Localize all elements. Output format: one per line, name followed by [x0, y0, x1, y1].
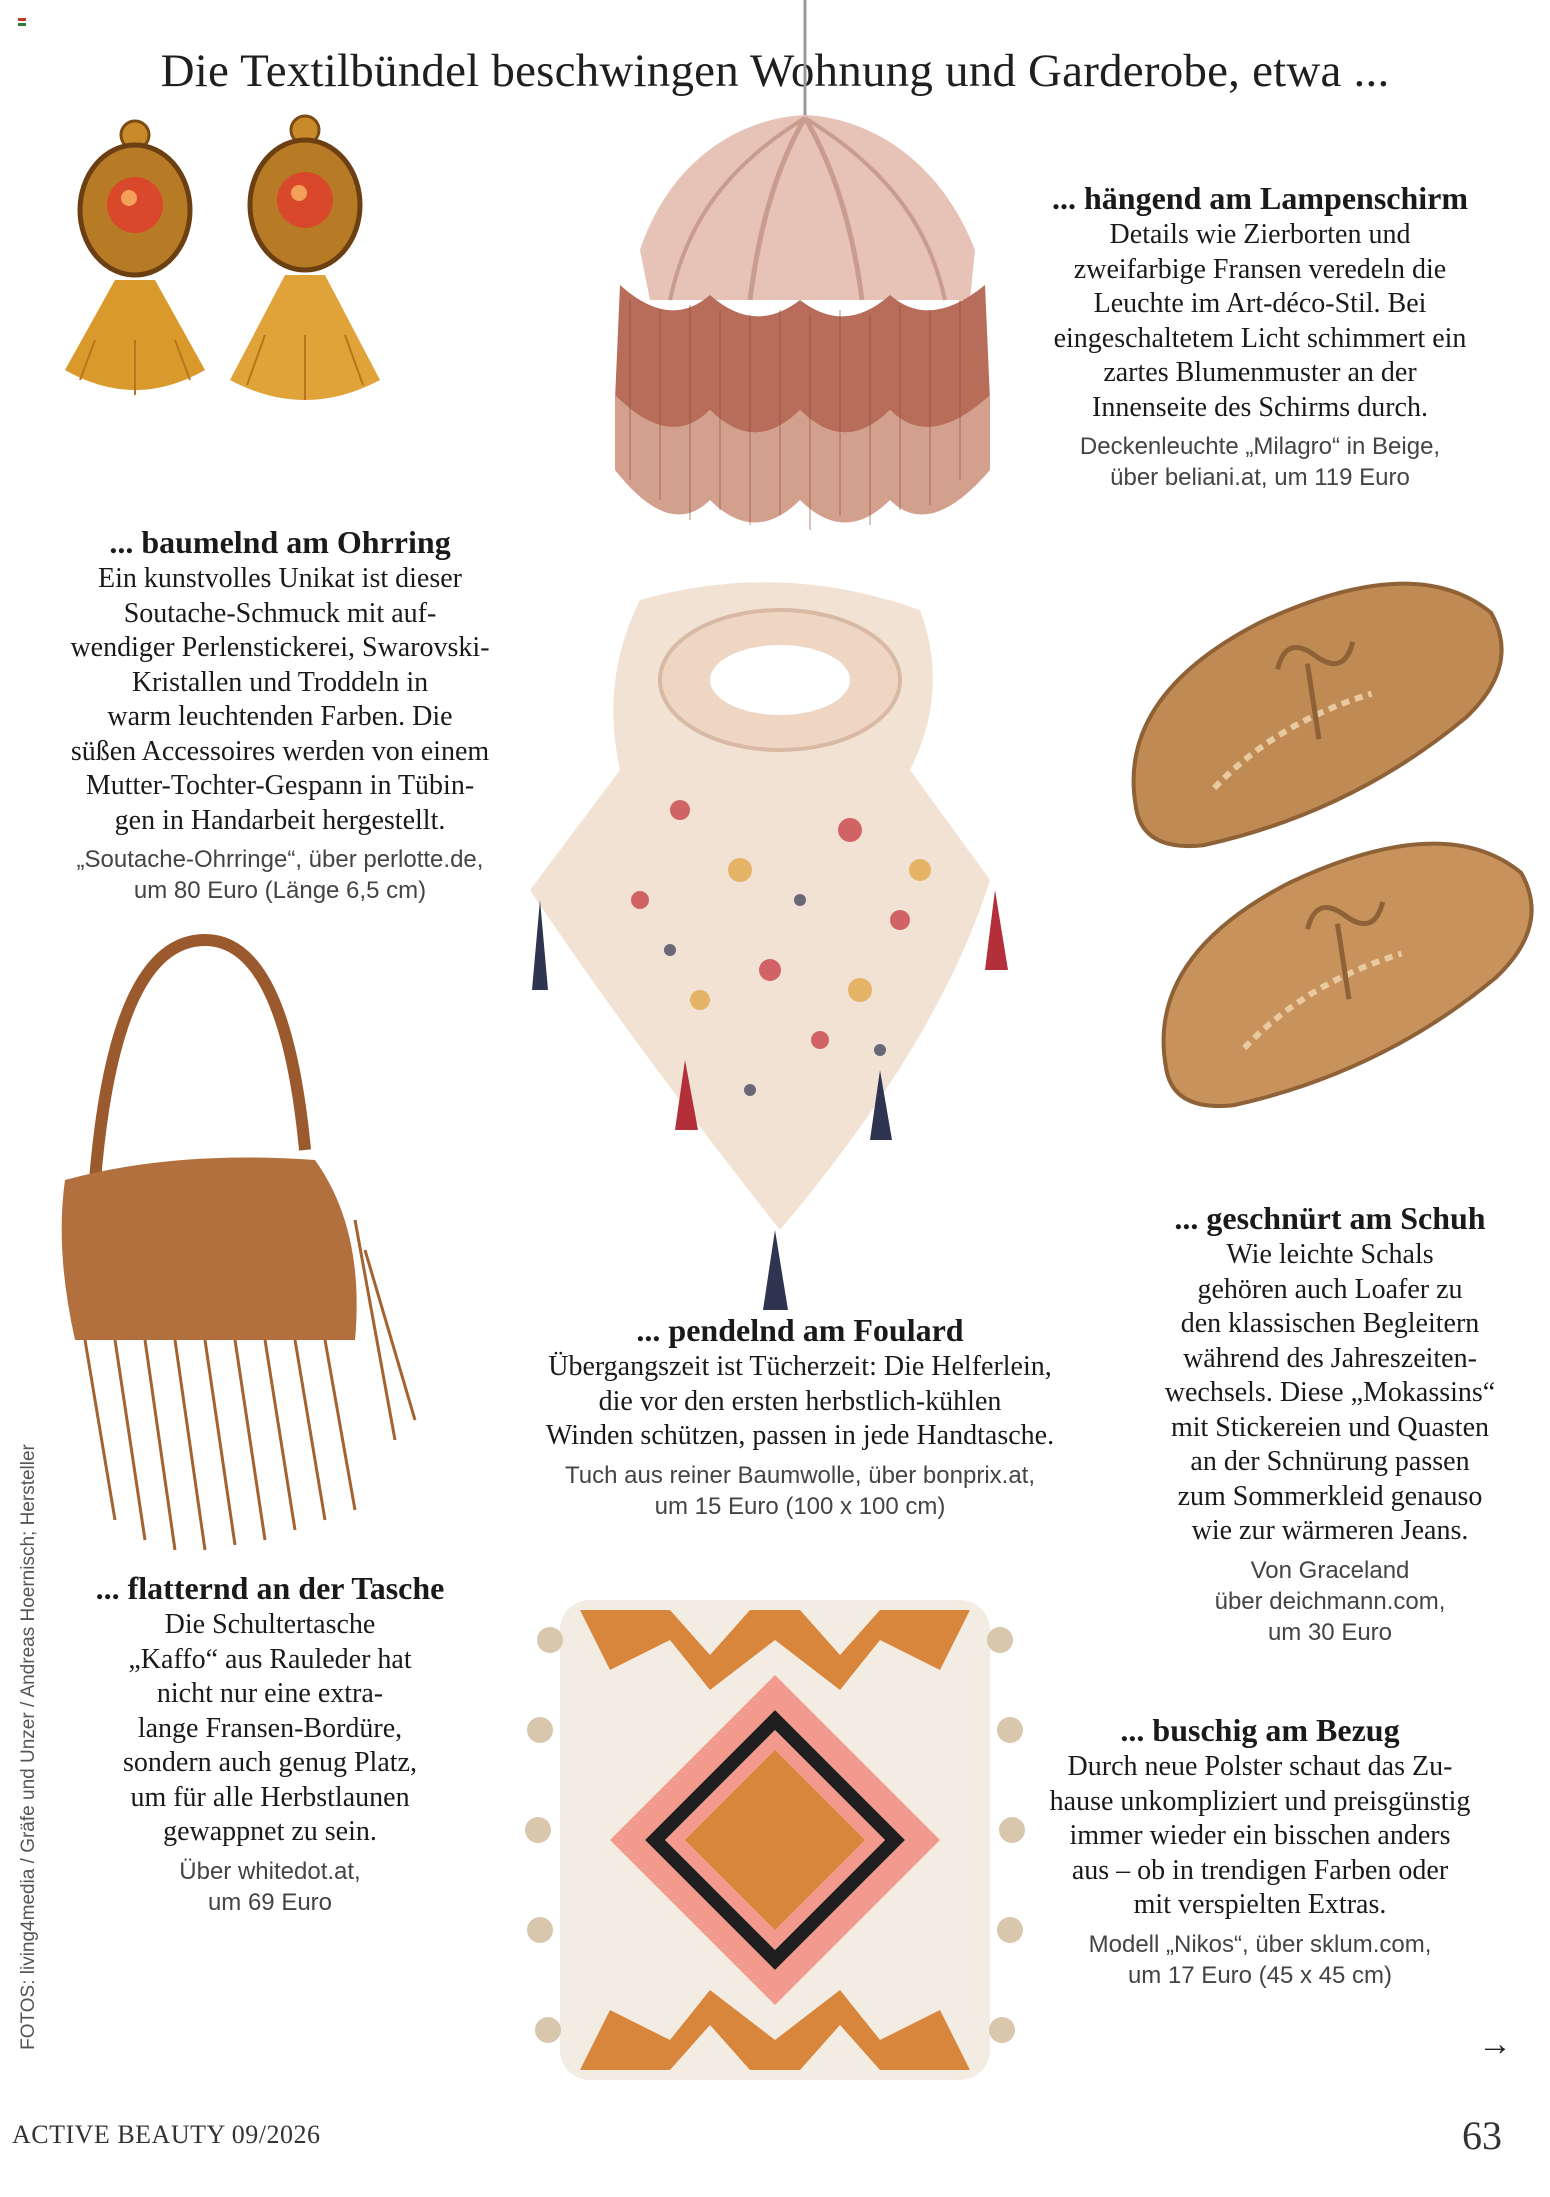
pillow-body-line: mit verspielten Extras. [1133, 1889, 1387, 1920]
earrings-body-line: Ein kunstvolles Unikat ist dieser [98, 563, 462, 594]
pillow-body-line: immer wieder ein bisschen anders [1069, 1820, 1451, 1851]
lamp-source-line: über beliani.at, um 119 Euro [1110, 464, 1410, 491]
earrings-body-line: Kristallen und Troddeln in [131, 666, 429, 698]
bag-title: ... flatternd an der Tasche [95, 1570, 445, 1606]
shoes-body-line: wechsels. Diese „Mokassins“ [1164, 1377, 1496, 1408]
shoes-body-line: gehören auch Loafer zu [1197, 1273, 1463, 1305]
shoes-source-line: um 30 Euro [1267, 1618, 1393, 1646]
lamp-source-line: Deckenleuchte „Milagro“ in Beige, [1079, 433, 1441, 460]
bag-body-line: um für alle Herbstlaunen [130, 1781, 410, 1813]
loafers-image [1070, 540, 1550, 1180]
bag-text-block [70, 1568, 470, 1918]
pillow-image [520, 1580, 1030, 2100]
pillow-body-line: Durch neue Polster schaut das Zu- [1067, 1751, 1453, 1782]
pillow-body-line: aus – ob in trendigen Farben oder [1071, 1854, 1449, 1886]
shoes-text-block [1120, 1198, 1540, 1648]
scarf-body [510, 1350, 1090, 1454]
earrings-text-block [50, 522, 510, 906]
bag-source-line: um 69 Euro [207, 1888, 333, 1916]
shoes-body-line: Wie leichte Schals [1226, 1239, 1434, 1270]
earrings-body-line: gen in Handarbeit hergestellt. [114, 804, 446, 836]
earrings-source [50, 844, 510, 906]
bag-body [70, 1608, 470, 1850]
shoes-source-line: über deichmann.com, [1214, 1587, 1446, 1615]
shoes-title: ... geschnürt am Schuh [1174, 1200, 1486, 1236]
earrings-body-line: warm leuchtenden Farben. Die [107, 701, 453, 732]
color-mark [18, 18, 26, 26]
page-number: 63 [1462, 2113, 1502, 2158]
shoes-body-line: den klassischen Begleitern [1180, 1308, 1480, 1339]
scarf-source [510, 1460, 1090, 1522]
shoes-body [1120, 1238, 1540, 1549]
lamp-body-line: Details wie Zierborten und [1109, 219, 1411, 250]
pillow-source [1030, 1929, 1490, 1991]
scarf-body-line: die vor den ersten herbstlich-kühlen [598, 1385, 1002, 1417]
photo-credits: FOTOS: living4media / Gräfe und Unzer / Andreas Hoernisch; Hersteller [18, 1444, 39, 2050]
bag-source [70, 1856, 470, 1918]
earrings-body-line: Soutache-Schmuck mit auf- [123, 597, 437, 629]
earrings-image [35, 110, 485, 510]
bag-body-line: lange Fransen-Bordüre, [137, 1712, 403, 1744]
earrings-body-line: wendiger Perlenstickerei, Swarovski- [70, 632, 490, 663]
shoes-source [1120, 1555, 1540, 1648]
earrings-body-line: süßen Accessoires werden von einem [70, 735, 490, 767]
scarf-text-block [510, 1310, 1090, 1522]
scarf-title: ... pendelnd am Foulard [636, 1312, 964, 1348]
lamp-body-line: zartes Blumenmuster an der [1103, 357, 1417, 388]
shoes-source-line: Von Graceland [1250, 1556, 1410, 1584]
pillow-body [1030, 1750, 1490, 1923]
earrings-source-line: um 80 Euro (Länge 6,5 cm) [133, 877, 427, 904]
bag-image [55, 920, 475, 1560]
shoes-body-line: an der Schnürung passen [1190, 1446, 1470, 1477]
lamp-body-line: Innenseite des Schirms durch. [1092, 391, 1428, 423]
bag-body-line: „Kaffo“ aus Rauleder hat [128, 1643, 412, 1675]
earrings-body-line: Mutter-Tochter-Gespann in Tübin- [85, 770, 475, 801]
scarf-body-line: Winden schützen, passen in jede Handtasche. [545, 1420, 1055, 1451]
shoes-body-line: während des Jahreszeiten- [1183, 1342, 1477, 1374]
bag-body-line: nicht nur eine extra- [156, 1678, 384, 1709]
pillow-title: ... buschig am Bezug [1120, 1712, 1400, 1748]
lamp-shade-image [590, 0, 1010, 545]
bag-body-line: sondern auch genug Platz, [123, 1747, 417, 1778]
shoes-body-line: wie zur wärmeren Jeans. [1191, 1515, 1469, 1546]
next-page-arrow-icon[interactable]: → [1478, 2025, 1512, 2063]
earrings-source-line: „Soutache-Ohrringe“, über perlotte.de, [76, 846, 484, 873]
scarf-body-line: Übergangszeit ist Tücherzeit: Die Helferlein, [548, 1351, 1052, 1382]
pillow-source-line: um 17 Euro (45 x 45 cm) [1127, 1961, 1393, 1989]
bag-source-line: Über whitedot.at, [179, 1857, 361, 1885]
earrings-title: ... baumelnd am Ohrring [109, 524, 451, 560]
lamp-body [1010, 218, 1510, 425]
earrings-body [50, 562, 510, 838]
lamp-title: ... hängend am Lampenschirm [1051, 180, 1469, 216]
lamp-body-line: Leuchte im Art-déco-Stil. Bei [1093, 288, 1427, 319]
scarf-source-line: um 15 Euro (100 x 100 cm) [654, 1492, 946, 1520]
magazine-issue: ACTIVE BEAUTY 09/2026 [12, 2120, 321, 2149]
lamp-body-line: eingeschaltetem Licht schimmert ein [1053, 322, 1467, 354]
scarf-source-line: Tuch aus reiner Baumwolle, über bonprix.at, [564, 1461, 1035, 1489]
bag-body-line: gewappnet zu sein. [163, 1816, 377, 1847]
page-headline: Die Textilbündel beschwingen Wohnung und Garderobe, etwa ... [160, 45, 1390, 97]
lamp-text-block [1010, 178, 1510, 493]
pillow-text-block [1030, 1710, 1490, 1991]
scarf-image [520, 570, 1050, 1320]
shoes-body-line: zum Sommerkleid genauso [1177, 1480, 1483, 1512]
pillow-body-line: hause unkompliziert und preisgünstig [1049, 1785, 1471, 1817]
lamp-source [1010, 431, 1510, 493]
pillow-source-line: Modell „Nikos“, über sklum.com, [1088, 1930, 1432, 1958]
bag-body-line: Die Schultertasche [164, 1609, 376, 1640]
lamp-body-line: zweifarbige Fransen veredeln die [1073, 253, 1447, 285]
shoes-body-line: mit Stickereien und Quasten [1170, 1411, 1490, 1443]
